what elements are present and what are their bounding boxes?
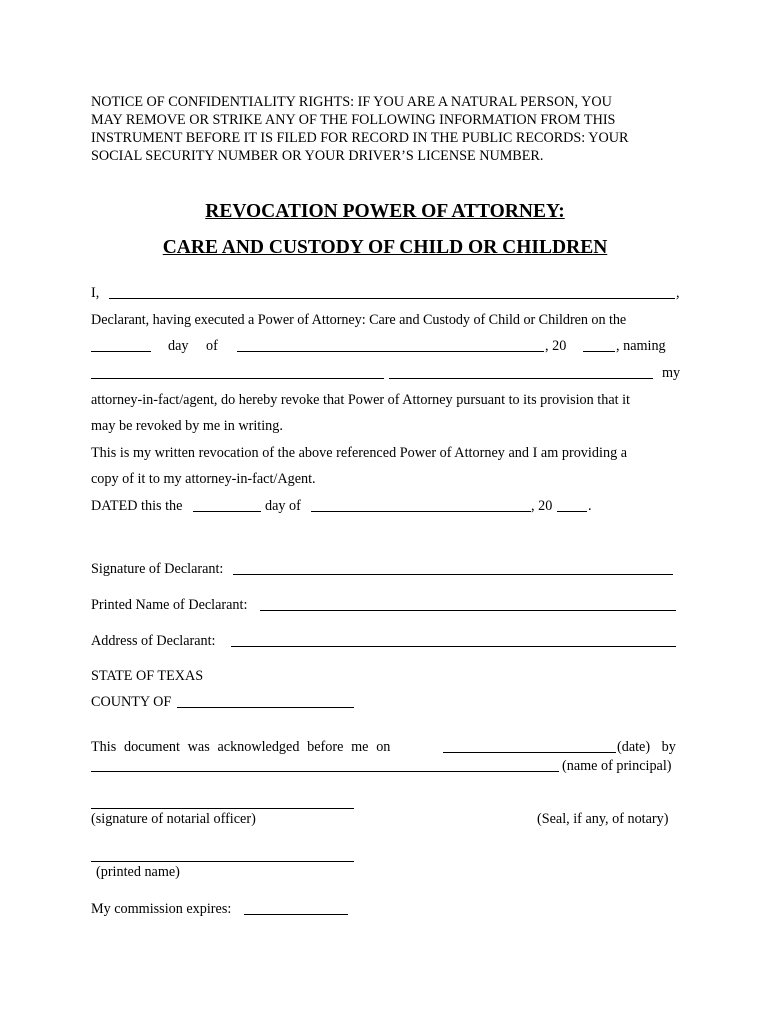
notarial-officer-label: (signature of notarial officer) (91, 811, 256, 827)
year-prefix: , 20 (545, 338, 567, 354)
principal-suffix: (name of principal) (562, 758, 672, 774)
dated-month-field[interactable] (311, 511, 531, 512)
of-word: of (206, 338, 218, 354)
notice-line: MAY REMOVE OR STRIKE ANY OF THE FOLLOWING INFORMATION FROM THIS (91, 112, 616, 128)
confidentiality-notice (91, 93, 691, 165)
notice-line: INSTRUMENT BEFORE IT IS FILED FOR RECORD IN THE PUBLIC RECORDS: YOUR (91, 130, 629, 146)
commission-expires-field[interactable] (244, 914, 348, 915)
county-field[interactable] (177, 707, 354, 708)
document-title: REVOCATION POWER OF ATTORNEY: (205, 201, 565, 222)
notice-line: SOCIAL SECURITY NUMBER OR YOUR DRIVER’S LICENSE NUMBER. (91, 148, 544, 164)
comma: , (676, 285, 680, 301)
county-label: COUNTY OF (91, 694, 172, 710)
seal-label: (Seal, if any, of notary) (537, 811, 669, 827)
declarant-statement: Declarant, having executed a Power of Attorney: Care and Custody of Child or Children on the (91, 312, 627, 328)
date-suffix: (date) by (617, 739, 676, 755)
dated-prefix: DATED this the (91, 498, 183, 514)
dated-day-field[interactable] (193, 511, 261, 512)
dated-year-field[interactable] (557, 511, 587, 512)
acknowledgment-text: This document was acknowledged before me on (91, 739, 391, 755)
written-revocation: This is my written revocation of the above referenced Power of Attorney and I am providing a (91, 445, 628, 461)
declarant-name-field[interactable] (109, 298, 675, 299)
address-label: Address of Declarant: (91, 633, 216, 649)
commission-label: My commission expires: (91, 901, 232, 917)
printed-name-field[interactable] (260, 610, 676, 611)
signature-label: Signature of Declarant: (91, 561, 224, 577)
i-prefix: I, (91, 285, 100, 301)
revoke-statement: attorney-in-fact/agent, do hereby revoke that Power of Attorney pursuant to its provision that it (91, 392, 630, 408)
executed-year-field[interactable] (583, 351, 615, 352)
acknowledgment-date-field[interactable] (443, 752, 616, 753)
my-word: my (662, 365, 681, 381)
day-word: day (168, 338, 189, 354)
executed-day-field[interactable] (91, 351, 151, 352)
notary-printed-name-label: (printed name) (96, 864, 180, 880)
naming-suffix: , naming (616, 338, 666, 354)
printed-name-label: Printed Name of Declarant: (91, 597, 248, 613)
notice-line: NOTICE OF CONFIDENTIALITY RIGHTS: IF YOU ARE A NATURAL PERSON, YOU (91, 94, 612, 110)
agent-name-field-1[interactable] (91, 378, 384, 379)
written-revocation-cont: copy of it to my attorney-in-fact/Agent. (91, 471, 316, 487)
state-label: STATE OF TEXAS (91, 668, 204, 684)
dated-dayof: day of (265, 498, 301, 514)
executed-month-field[interactable] (237, 351, 544, 352)
notarial-signature-field[interactable] (91, 808, 354, 809)
notary-printed-name-field[interactable] (91, 861, 354, 862)
dated-end: . (588, 498, 592, 514)
dated-year-prefix: , 20 (531, 498, 553, 514)
revoke-statement-cont: may be revoked by me in writing. (91, 418, 283, 434)
agent-name-field-2[interactable] (389, 378, 653, 379)
signature-field[interactable] (233, 574, 673, 575)
principal-name-field[interactable] (91, 771, 559, 772)
address-field[interactable] (231, 646, 676, 647)
document-subtitle: CARE AND CUSTODY OF CHILD OR CHILDREN (162, 237, 608, 258)
